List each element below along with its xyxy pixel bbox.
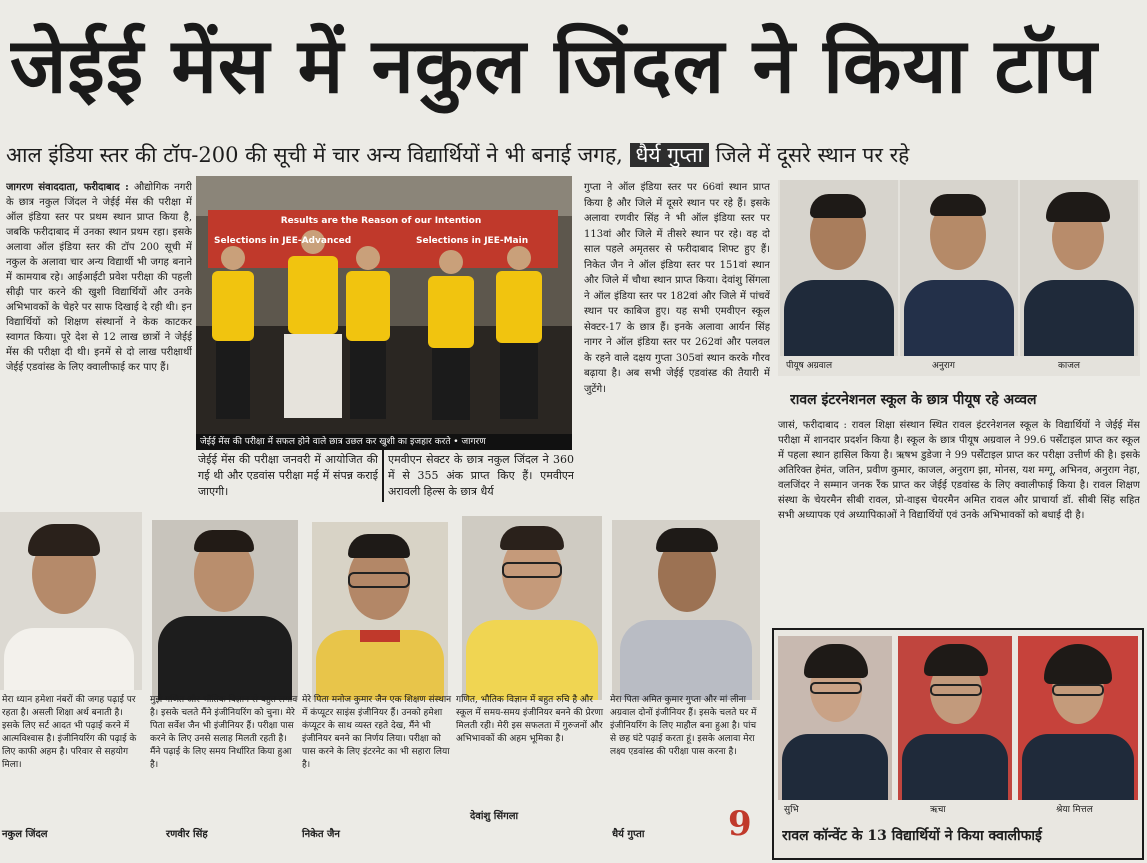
dateline: जागरण संवाददाता, फरीदाबाद : xyxy=(6,182,129,193)
rawal-headline: रावल इंटरनेशनल स्कूल के छात्र पीयूष रहे अव्वल xyxy=(790,392,1037,408)
student-photo-ranveer xyxy=(152,520,298,700)
portrait-kajal xyxy=(1020,180,1138,356)
student-photo-nakul xyxy=(0,512,142,690)
subheadline xyxy=(6,136,1142,174)
student-photo-devanshu xyxy=(462,516,602,700)
banner-text: Results are the Reason of our Intention xyxy=(280,216,482,226)
under-photo-right: एमवीएन सेक्टर के छात्र नकुल जिंदल ने 360 में से 355 अंक प्राप्त किए हैं। एमवीएन अरावली हिल्स के छात्र धैर्य xyxy=(388,453,574,498)
rawal-convent-box xyxy=(772,628,1144,860)
subhead-tail: जिले में दूसरे स्थान पर रहे xyxy=(715,143,910,167)
column-divider xyxy=(382,450,384,502)
name-piyush: पीयूष अग्रवाल xyxy=(786,361,833,371)
student-name-ranveer: रणवीर सिंह xyxy=(166,829,208,840)
student-photo-niket xyxy=(312,522,448,700)
name-kajal: काजल xyxy=(1058,361,1081,371)
name-richa: ऋचा xyxy=(930,805,946,815)
student-quote-niket: मेरे पिता मनोज कुमार जैन एक शिक्षण संस्थान में कंप्यूटर साइंस इंजीनियर हैं। उनको हमेशा कंप्यूटर के साथ व्यस्त रहते देख, मैंने भी इंजीनियर बनने का निर्णय लिया। परीक्षा को पास करने के लिए इंटरनेट का भी सहारा लिया है। xyxy=(302,695,452,770)
headline: जेईई मेंस में नकुल जिंदल ने किया टॉप xyxy=(10,21,1098,110)
article-column-1 xyxy=(6,180,192,502)
article-column-3: गुप्ता ने ऑल इंडिया स्तर पर 66वां स्थान प्राप्त किया है और जिले में दूसरे स्थान पर रहे हैं। इसके अलावा रणवीर सिंह ने भी ऑल इंडिया स्तर पर 113वां और जिले में तीसरे स्थान पर रहे। वह दो साल पहले अमृतसर से फरीदाबाद शिफ्ट हुए हैं। निकेत जैन ने ऑल इंडिया स्तर पर 151वां स्थान और जिले में चौथा स्थान प्राप्त किया। देवांशु सिंगला ने ऑल इंडिया स्तर पर 182वां और जिले में पांचवें स्थान पर काबिज हुए। यह सभी एमवीएन स्कूल सेक्टर-17 के छात्र हैं। इनके अलावा आर्यन सिंह नागर ने ऑल इंडिया स्तर पर 262वां और पलवल के रहने वाले दक्षय गुप्ता 305वां स्थान करके गौरव बढ़ाया है। अब सभी जेईई एडवांस्ड की तैयारी में जुटेंगे। xyxy=(584,182,770,395)
name-shreya: श्रेया मित्तल xyxy=(1056,805,1093,815)
under-photo-left: जेईई मेंस की परीक्षा जनवरी में आयोजित की गई थी और एडवांस परीक्षा मई में संपन्न कराई जाएगी। xyxy=(198,453,378,498)
column-1-text: औद्योगिक नगरी के छात्र नकुल जिंदल ने जेईई मेंस की परीक्षा में ऑल इंडिया स्तर पर प्रथम स्थान प्राप्त किया है, जबकि फरीदाबाद में उनका स्थान प्रथम रहा। इसके अलावा ऑल इंडिया स्तर की टॉप 200 सूची में नकुल के अलावा चार अन्य विद्यार्थी भी जगह बनाने में कामयाब रहे। आईआईटी प्रवेश परीक्षा की पहली सीढ़ी पार करने की खुशी विद्यार्थियों और उनके अभिभावकों के चेहरे पर साफ दिखाई दे रही थी। इन विद्यार्थियों को शिक्षण संस्थानों ने केक काटकर स्वागत किया। पूरे देश से 12 लाख छात्रों ने जेईई मेंस की परीक्षा दी थी। इनमें से दो लाख परीक्षार्थी जेईई एडवांस्ड के लिए क्वालीफाई कर पाए हैं। xyxy=(6,182,192,373)
banner-text-3: Selections in JEE-Main xyxy=(416,236,529,246)
portrait-richa xyxy=(898,636,1012,800)
student-quote-devanshu: गणित, भौतिक विज्ञान में बहुत रुचि है और स्कूल में समय-समय इंजीनियर बनने की प्रेरणा मिलती रही। मेरी इस सफलता में गुरुजनों और अभिभावकों की अहम भूमिका है। xyxy=(456,695,604,744)
banner-text-2: Selections in JEE-Advanced xyxy=(214,236,352,246)
student-name-dhairya: धैर्य गुप्ता xyxy=(612,829,645,840)
main-photo-illustration xyxy=(196,176,572,434)
student-quote-ranveer: मुझे गणित और भौतिक विज्ञान से बहुत लगाव है। इसके चलते मैंने इंजीनियरिंग को चुना। मेरे पिता सर्वेश जैन भी इंजीनियर हैं। परीक्षा पास करने के लिए उनसे सलाह मिलती रहती है। मैंने पढ़ाई के लिए समय निर्धारित किया हुआ है। xyxy=(150,695,298,770)
student-name-devanshu: देवांशु सिंगला xyxy=(470,811,519,822)
name-anurag: अनुराग xyxy=(932,361,955,371)
page-number: 9 xyxy=(728,804,752,844)
main-photo-caption: जेईई मेंस की परीक्षा में सफल होने वाले छात्र उछल कर खुशी का इजहार करते • जागरण xyxy=(196,434,572,450)
student-name-niket: निकेत जैन xyxy=(302,829,340,840)
portrait-shreya xyxy=(1018,636,1138,800)
name-subhi: सुभि xyxy=(784,805,799,815)
student-quote-dhairya: मेरा पिता अमित कुमार गुप्ता और मां लीना अग्रवाल दोनों इंजीनियर हैं। इसके चलते घर में इंजीनियरिंग के लिए माहौल बना हुआ है। पांच से छह घंटे पढ़ाई करता हूं। इसके अलावा मेरा लक्ष्य एडवांस्ड की परीक्षा पास करना है। xyxy=(610,695,757,757)
rawal-convent-caption: रावल कॉन्वेंट के 13 विद्यार्थियों ने किया क्वालीफाई xyxy=(782,828,1042,844)
student-profiles xyxy=(0,512,768,862)
student-quote-nakul: मेरा ध्यान हमेशा नंबरों की जगह पढ़ाई पर रहता है। असली शिक्षा अर्थ बनाती है। इसके लिए सर्ट आदत भी पढ़ाई करने में आत्मविश्वास है। इंजीनियरिंग की पढ़ाई के लिए काफी अहम है। परिवार से सहयोग मिला। xyxy=(2,695,137,770)
portrait-anurag xyxy=(900,180,1018,356)
student-name-nakul: नकुल जिंदल xyxy=(2,829,48,840)
portrait-piyush xyxy=(780,180,898,356)
portrait-subhi xyxy=(778,636,892,800)
subhead-text: आल इंडिया स्तर की टॉप-200 की सूची में चार अन्य विद्यार्थियों ने भी बनाई जगह, xyxy=(6,143,623,167)
main-photo xyxy=(196,176,572,434)
rawal-portraits xyxy=(778,180,1140,376)
student-photo-dhairya xyxy=(612,520,760,700)
subhead-highlight: धैर्य गुप्ता xyxy=(630,143,709,167)
rawal-article: जासं, फरीदाबाद : रावल शिक्षा संस्थान स्थित रावल इंटरनेशनल स्कूल के विद्यार्थियों ने जेईई मेंस परीक्षा में शानदार प्रदर्शन किया है। स्कूल के छात्र पीयूष अग्रवाल ने 99.6 पर्सेंटाइल प्राप्त कर स्कूल में पहला स्थान हासिल किया है। ऋषभ डुडेजा ने 99 पर्सेंटाइल प्राप्त कर परीक्षा उत्तीर्ण की है। इसके अतिरिक्त हेमंत, जतिन, प्रवीण कुमार, काजल, अनुराग झा, मोनस, यश मग्गू, अभिनव, अनुराग नेहा, वलजिंदर ने सम्मान जनक रैंक प्राप्त कर जेईई एडवांस्ड के लिए क्वालीफाई किया है। रावल शिक्षण संस्था के चेयरमैन सीबी रावल, प्रो-वाइस चेयरमैन अमित रावल और प्राचार्या डॉ. सीबी सिंह सहित सभी अध्यापक एवं अध्यापिकाओं ने विद्यार्थियों एवं उनके अभिभावकों को बधाई दी है। xyxy=(778,420,1140,521)
